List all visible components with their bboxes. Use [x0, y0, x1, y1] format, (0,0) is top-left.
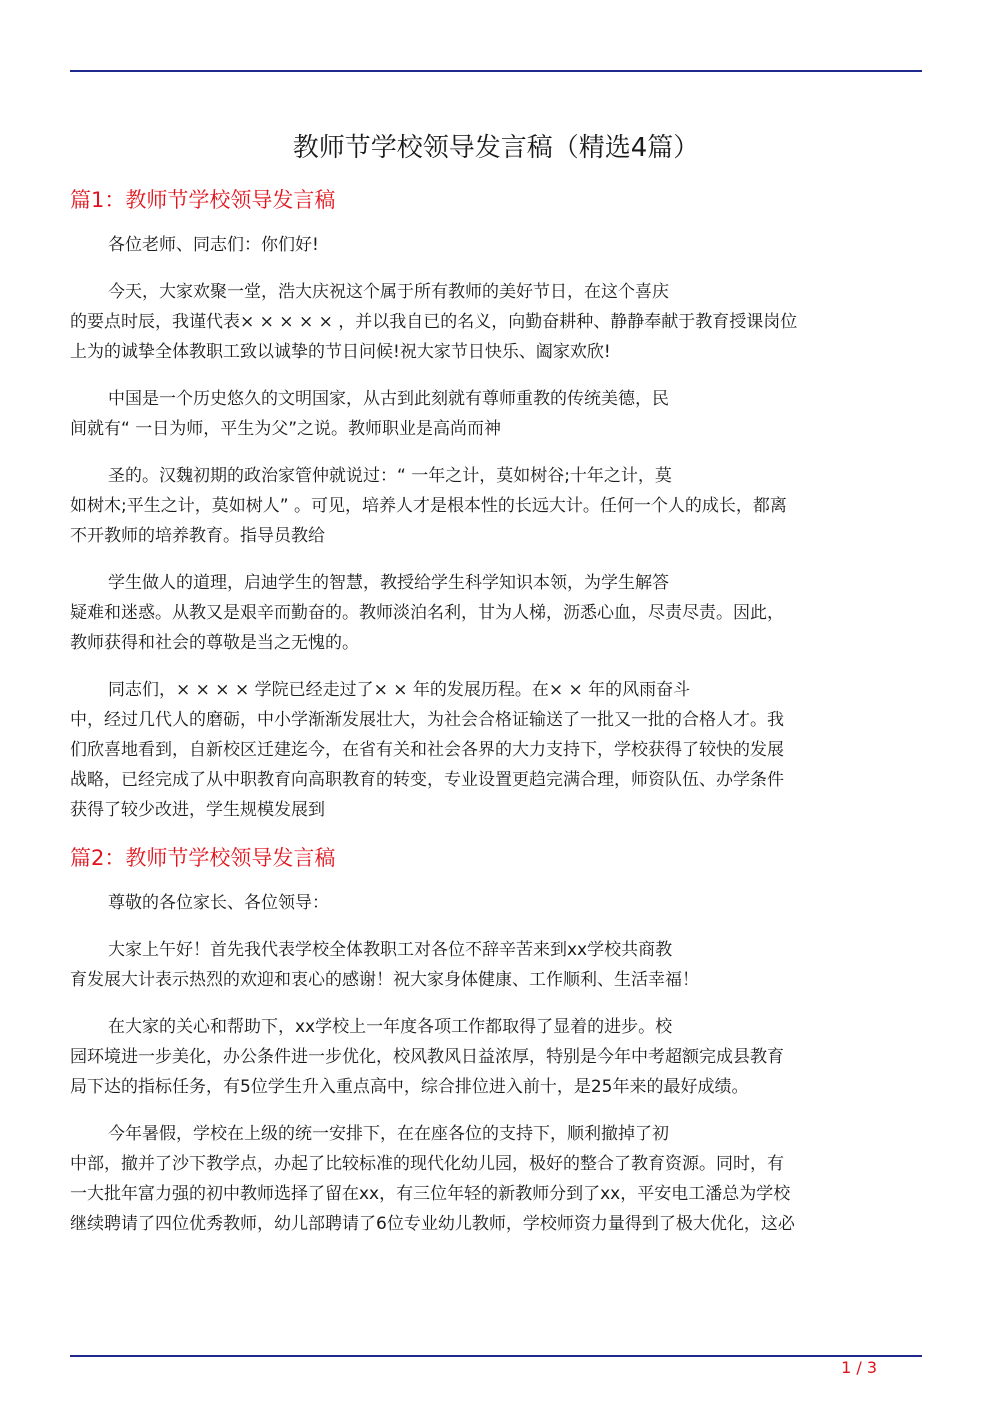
paragraph-line: 一大批年富力强的初中教师选择了留在xx，有三位年轻的新教师分到了xx，平安电工潘总为学校	[70, 1184, 791, 1204]
paragraph-line: 今天，大家欢聚一堂，浩大庆祝这个属于所有教师的美好节日，在这个喜庆	[108, 282, 669, 302]
paragraph-line: 各位老师、同志们：你们好!	[108, 235, 319, 255]
document-body	[70, 128, 922, 1256]
paragraph-line: 的要点时辰，我谨代表× × × × × ，并以我自已的名义，向勤奋耕种、静静奉献于教育授课岗位	[70, 312, 798, 332]
footer-rule	[70, 1355, 922, 1357]
paragraph	[70, 935, 922, 995]
paragraph-line: 中，经过几代人的磨砺，中小学渐渐发展壮大，为社会合格证输送了一批又一批的合格人才。我	[70, 710, 784, 730]
paragraph-line: 园环境进一步美化，办公条件进一步优化，校风教风日益浓厚，特别是今年中考超额完成县教育	[70, 1047, 784, 1067]
paragraph-line: 育发展大计表示热烈的欢迎和衷心的感谢！祝大家身体健康、工作顺利、生活幸福！	[70, 970, 699, 990]
paragraph	[70, 1119, 922, 1239]
paragraph	[70, 1012, 922, 1102]
paragraph	[70, 568, 922, 658]
paragraph-line: 上为的诚挚全体教职工致以诚挚的节日问候!祝大家节日快乐、阖家欢欣!	[70, 342, 611, 362]
paragraph	[70, 675, 922, 825]
paragraph-line: 们欣喜地看到，自新校区迁建迄今，在省有关和社会各界的大力支持下，学校获得了较快的发展	[70, 740, 784, 760]
paragraph-line: 圣的。汉魏初期的政治家管仲就说过：“ 一年之计，莫如树谷;十年之计，莫	[108, 466, 672, 486]
paragraph-line: 尊敬的各位家长、各位领导：	[108, 893, 329, 913]
section-heading-2: 篇2：教师节学校领导发言稿	[70, 846, 336, 870]
paragraph-line: 疑难和迷惑。从教又是艰辛而勤奋的。教师淡泊名利，甘为人梯，沥悉心血，尽责尽责。因此，	[70, 603, 784, 623]
sections-container	[70, 184, 922, 1239]
paragraph	[70, 230, 922, 260]
paragraph	[70, 277, 922, 367]
paragraph-line: 间就有“ 一日为师，平生为父”之说。教师职业是高尚而神	[70, 419, 502, 439]
paragraph-line: 大家上午好！首先我代表学校全体教职工对各位不辞辛苦来到xx学校共商教	[108, 940, 673, 960]
paragraph-line: 教师获得和社会的尊敬是当之无愧的。	[70, 633, 359, 653]
paragraph-line: 同志们，× × × × 学院已经走过了× × 年的发展历程。在× × 年的风雨奋斗	[108, 680, 691, 700]
paragraph-line: 在大家的关心和帮助下，xx学校上一年度各项工作都取得了显着的进步。校	[108, 1017, 673, 1037]
paragraph-line: 中部，撤并了沙下教学点，办起了比较标准的现代化幼儿园，极好的整合了教育资源。同时，有	[70, 1154, 784, 1174]
paragraph	[70, 384, 922, 444]
paragraph-line: 学生做人的道理，启迪学生的智慧，教授给学生科学知识本领，为学生解答	[108, 573, 669, 593]
paragraph-line: 战略，已经完成了从中职教育向高职教育的转变，专业设置更趋完满合理，师资队伍、办学条件	[70, 770, 784, 790]
section-heading-1: 篇1：教师节学校领导发言稿	[70, 188, 336, 212]
paragraph-line: 获得了较少改进，学生规模发展到	[70, 800, 325, 820]
header-rule	[70, 70, 922, 72]
paragraph-line: 今年暑假，学校在上级的统一安排下，在在座各位的支持下，顺利撤掉了初	[108, 1124, 669, 1144]
paragraph-line: 中国是一个历史悠久的文明国家，从古到此刻就有尊师重教的传统美德，民	[108, 389, 669, 409]
document-title: 教师节学校领导发言稿（精选4篇）	[292, 133, 700, 163]
paragraph-line: 继续聘请了四位优秀教师，幼儿部聘请了6位专业幼儿教师，学校师资力量得到了极大优化，这必	[70, 1214, 795, 1234]
paragraph	[70, 888, 922, 918]
page-number: 1 / 3	[841, 1358, 877, 1377]
paragraph-line: 不开教师的培养教育。指导员教给	[70, 526, 325, 546]
paragraph-line: 局下达的指标任务，有5位学生升入重点高中，综合排位进入前十，是25年来的最好成绩。	[70, 1077, 749, 1097]
paragraph-line: 如树木;平生之计，莫如树人” 。可见，培养人才是根本性的长远大计。任何一个人的成长，都离	[70, 496, 787, 516]
paragraph	[70, 461, 922, 551]
